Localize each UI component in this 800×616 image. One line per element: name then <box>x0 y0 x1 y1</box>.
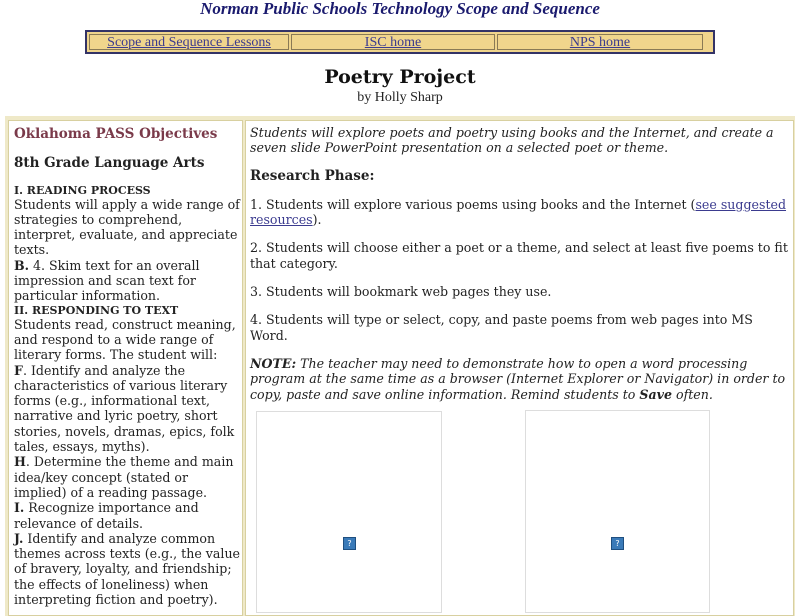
grade-heading: 8th Grade Language Arts <box>14 155 205 172</box>
objective-b: B. 4. Skim text for an overall impression and scan text for particular information. <box>14 257 200 304</box>
step-3: 3. Students will bookmark web pages they use. <box>250 284 552 300</box>
image-placeholder-2 <box>525 410 710 613</box>
step-4: 4. Students will type or select, copy, and paste poems from web pages into MS Word. <box>250 312 753 343</box>
lesson-column <box>245 120 794 616</box>
note-text: NOTE: The teacher may need to demonstrate how to open a word processing program at the same time as a browser (Internet Explorer or Navigator) in order to copy, paste and save online information. Remind students to Save often. <box>250 355 786 402</box>
objective-j: J. Identify and analyze common themes across texts (e.g., the value of bravery, loyalty, and friendship; the effects of loneliness) when interpreting fiction and poetry). <box>14 530 241 608</box>
suggested-resources-link[interactable]: see suggested resources <box>250 196 787 228</box>
objective-i: I. Recognize importance and relevance of details. <box>14 500 199 531</box>
section-responding: II. RESPONDING TO TEXT <box>14 303 179 317</box>
nav-scope-sequence-link[interactable]: Scope and Sequence Lessons <box>89 34 289 50</box>
step-1: 1. Students will explore various poems using books and the Internet (see suggested resources). <box>250 196 787 228</box>
research-phase-heading: Research Phase: <box>250 167 375 184</box>
section-reading: I. READING PROCESS <box>14 183 151 197</box>
nav-bar <box>85 30 715 54</box>
broken-image-icon: ? <box>611 537 624 550</box>
objectives-heading: Oklahoma PASS Objectives <box>14 126 218 142</box>
byline: by Holly Sharp <box>357 90 443 105</box>
image-placeholder-1 <box>256 411 442 613</box>
site-title: Norman Public Schools Technology Scope and Sequence <box>200 0 600 18</box>
responding-text: Students read, construct meaning, and respond to a wide range of literary forms. The student will: <box>14 316 236 363</box>
intro-text: Students will explore poets and poetry using books and the Internet, and create a seven slide PowerPoint presentation on a selected poet or theme. <box>250 125 774 156</box>
objective-f: F. Identify and analyze the characteristics of various literary forms (e.g., informational text, narrative and lyric poetry, short stories, novels, dramas, epics, folk tales, essays, myths). <box>14 362 235 455</box>
broken-image-icon: ? <box>343 537 356 550</box>
step-2: 2. Students will choose either a poet or a theme, and select at least five poems to fit that category. <box>250 240 788 271</box>
nav-nps-home-link[interactable]: NPS home <box>497 34 703 50</box>
content-table <box>5 116 795 616</box>
nav-isc-home-link[interactable]: ISC home <box>291 34 495 50</box>
page-title: Poetry Project <box>324 66 476 88</box>
objective-h: H. Determine the theme and main idea/key concept (stated or implied) of a reading passage. <box>14 454 234 500</box>
objectives-column <box>8 120 243 616</box>
reading-text: Students will apply a wide range of strategies to comprehend, interpret, evaluate, and appreciate texts. <box>14 196 240 258</box>
